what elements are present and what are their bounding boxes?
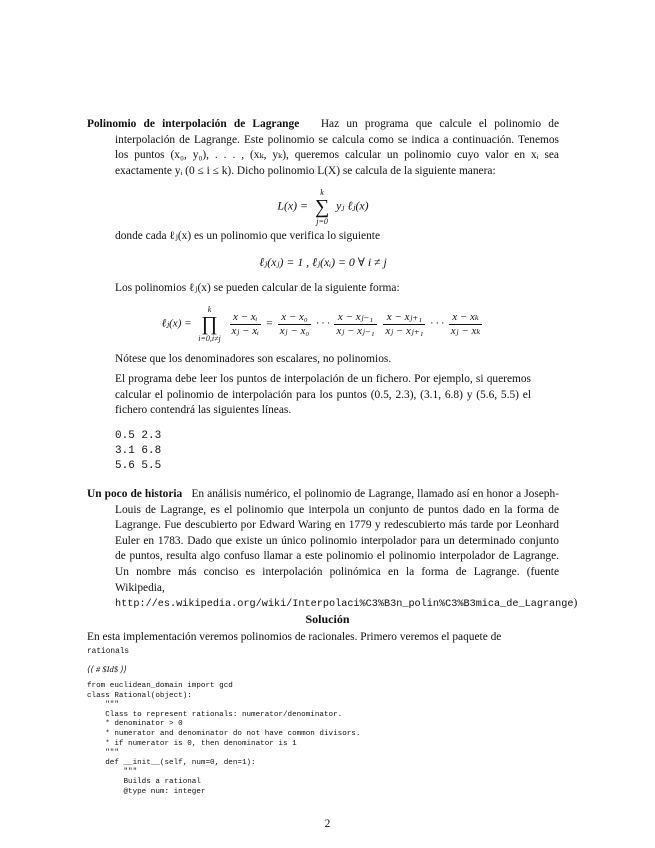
- eq3-frac-3: $\frac{\text{x − xⱼ₋₁}}{\text{xⱼ − xⱼ₋₁}}$: [336, 310, 375, 337]
- eq1-sum: k ∑ j=0: [314, 188, 330, 226]
- eq3-product: k ∏ i=0,i≠j: [198, 305, 221, 343]
- chunk-marker: ⟨⟨ # $Id$ ⟩⟩: [87, 664, 127, 674]
- solution-intro: En esta implementación veremos polinomios de racionales. Primero veremos el paquete de: [87, 631, 502, 643]
- code-listing: from euclidean_domain import gcd class Rational(object): """ Class to represent rationals: numerator/denominator. * denominator > 0 * numerator and denominator do not have common divisors. * if numerator is 0, then denominator is 1 """ def __init__(self, num=0, den=1): """ Builds a rational @type num: integer: [87, 682, 361, 796]
- equation-basis-condition: ℓⱼ(xⱼ) = 1 , ℓⱼ(xᵢ) = 0 ∀ i ≠ j: [259, 255, 387, 269]
- eq3-lhs: ℓⱼ(x) =: [161, 317, 192, 330]
- basis-form-paragraph: Los polinomios ℓⱼ(x) se pueden calcular de la siguiente forma:: [115, 282, 400, 294]
- eq3-upper: k: [207, 305, 212, 314]
- eq3-frac-5: $\frac{\text{x − xₖ}}{\text{xⱼ − xₖ}}$: [450, 310, 481, 337]
- eq3-frac-2: $\frac{\text{x − x₀}}{\text{xⱼ − x₀}}$: [279, 310, 310, 337]
- eq1-rhs: yⱼ ℓⱼ(x): [336, 198, 369, 213]
- eq3-dots-2: · · ·: [430, 317, 444, 330]
- data-line-3: 5.6 5.5: [115, 460, 162, 472]
- history-close: ): [573, 597, 578, 610]
- eq3-lower: i=0,i≠j: [198, 334, 221, 343]
- wikipedia-link[interactable]: http://es.wikipedia.org/wiki/Interpolaci%C3%B3n_polin%C3%B3mica_de_Lagrange: [115, 599, 574, 611]
- eq1-lhs: L(x) =: [277, 198, 308, 213]
- file-paragraph: El programa debe leer los puntos de interpolación de un fichero. Por ejemplo, si queremos calcular el polinomio de interpolación para los puntos (0.5, 2.3), (3.1, 6.8) y (5.6, 5.5) el fichero contendrá las siguientes líneas.: [115, 373, 531, 417]
- eq1-upper: k: [320, 188, 324, 197]
- history-paragraph: [87, 487, 578, 613]
- note-paragraph: Nótese que los denominadores son escalares, no polinomios.: [115, 353, 392, 365]
- solution-heading: Solución: [305, 612, 350, 626]
- data-line-2: 3.1 6.8: [115, 445, 162, 457]
- lagrange-title: Polinomio de interpolación de Lagrange: [87, 118, 300, 130]
- eq3-dots-1: · · ·: [315, 317, 330, 330]
- history-title: Un poco de historia: [87, 488, 183, 500]
- basis-paragraph: donde cada ℓⱼ(x) es un polinomio que verifica lo siguiente: [115, 230, 380, 242]
- eq1-lower: j=0: [316, 217, 328, 226]
- eq3-frac-1: $\frac{\text{x − xᵢ}}{\text{xⱼ − xᵢ}}$: [231, 310, 259, 337]
- lagrange-intro: Haz un programa que calcule el polinomio de interpolación de Lagrange. Este polinomio se calcula como se indica a continuación. Tenemos los puntos (x₀, y₀), . . . , (xₖ, yₖ), queremos calcular un polinomio cuyo valor en xᵢ sea exactamente yᵢ (0 ≤ i ≤ k). Dicho polinomio L(X) se calcula de la siguiente manera:: [115, 118, 559, 177]
- equation-lagrange-polynomial: [115, 188, 531, 226]
- package-name: rationals: [87, 648, 130, 656]
- lagrange-paragraph: [87, 117, 559, 179]
- history-body: En análisis numérico, el polinomio de Lagrange, llamado así en honor a Joseph-Louis de Lagrange, es el polinomio que interpola un conjunto de puntos dado en la forma de Lagrange. Fue descubierto por Edward Waring en 1779 y redescubierto más tarde por Leonhard Euler en 1783. Dado que existe un único polinomio interpolador para un determinado conjunto de puntos, resulta algo confuso llamar a este polinomio el polinomio interpolador de Lagrange. Un nombre más conciso es interpolación polinómica en la forma de Lagrange. (fuente Wikipedia,: [115, 488, 559, 594]
- page-number: 2: [324, 818, 331, 830]
- eq3-equals: =: [265, 317, 274, 330]
- data-line-1: 0.5 2.3: [115, 430, 162, 442]
- equation-basis-product: [115, 305, 531, 343]
- eq3-frac-4: $\frac{\text{x − xⱼ₊₁}}{\text{xⱼ − xⱼ₊₁}}$: [385, 310, 424, 337]
